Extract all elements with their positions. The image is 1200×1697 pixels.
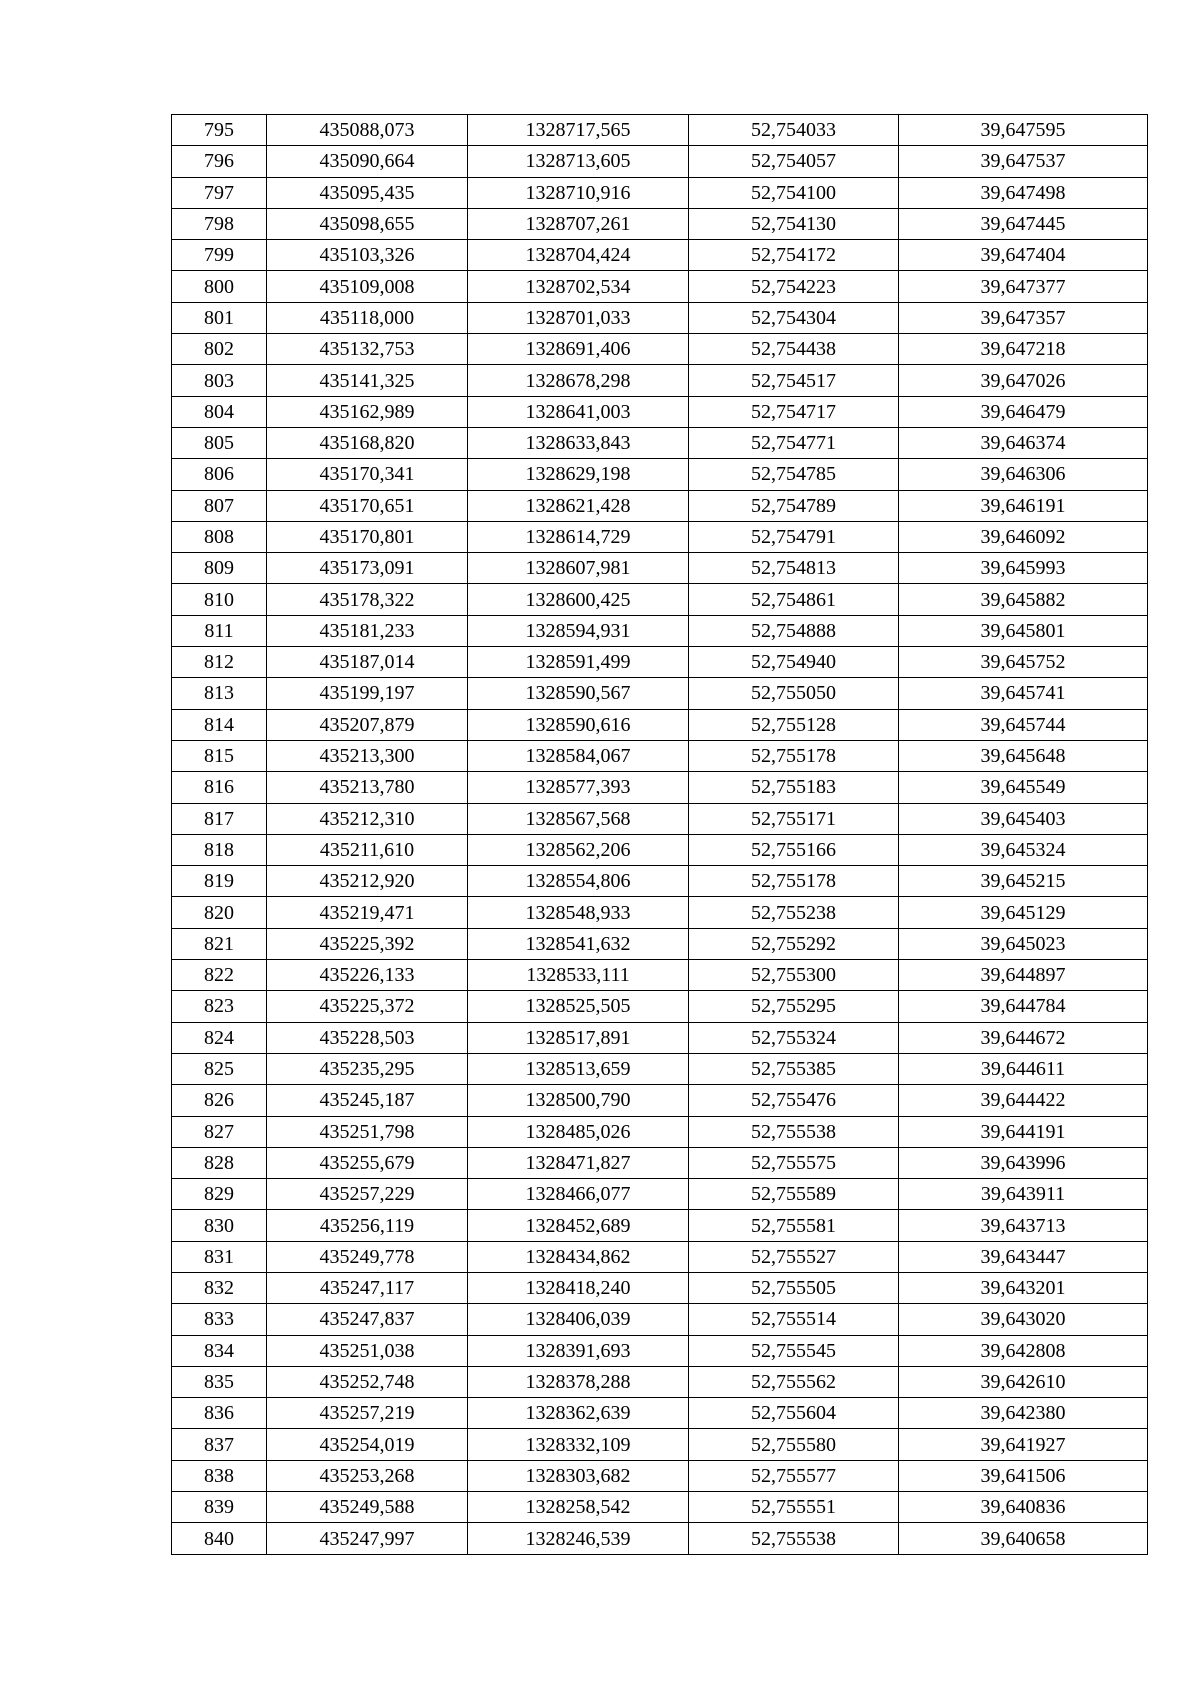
table-row — [172, 960, 1148, 991]
table-row — [172, 1398, 1148, 1429]
latitude-cell: 52,755171 — [689, 803, 899, 834]
y-coordinate-cell: 1328577,393 — [468, 772, 689, 803]
y-coordinate-cell: 1328517,891 — [468, 1022, 689, 1053]
x-coordinate-cell: 435247,117 — [267, 1272, 468, 1303]
point-number-cell: 825 — [172, 1053, 267, 1084]
y-coordinate-cell: 1328704,424 — [468, 240, 689, 271]
y-coordinate-cell: 1328303,682 — [468, 1460, 689, 1491]
point-number-cell: 824 — [172, 1022, 267, 1053]
latitude-cell: 52,755166 — [689, 834, 899, 865]
x-coordinate-cell: 435252,748 — [267, 1366, 468, 1397]
longitude-cell: 39,646191 — [899, 490, 1148, 521]
latitude-cell: 52,755050 — [689, 678, 899, 709]
point-number-cell: 834 — [172, 1335, 267, 1366]
y-coordinate-cell: 1328567,568 — [468, 803, 689, 834]
latitude-cell: 52,755178 — [689, 740, 899, 771]
longitude-cell: 39,641927 — [899, 1429, 1148, 1460]
y-coordinate-cell: 1328362,639 — [468, 1398, 689, 1429]
x-coordinate-cell: 435255,679 — [267, 1147, 468, 1178]
longitude-cell: 39,645744 — [899, 709, 1148, 740]
point-number-cell: 803 — [172, 365, 267, 396]
table-row — [172, 490, 1148, 521]
point-number-cell: 799 — [172, 240, 267, 271]
point-number-cell: 820 — [172, 897, 267, 928]
longitude-cell: 39,644672 — [899, 1022, 1148, 1053]
longitude-cell: 39,645882 — [899, 584, 1148, 615]
y-coordinate-cell: 1328717,565 — [468, 115, 689, 146]
point-number-cell: 819 — [172, 866, 267, 897]
latitude-cell: 52,755238 — [689, 897, 899, 928]
latitude-cell: 52,755551 — [689, 1492, 899, 1523]
table-row — [172, 991, 1148, 1022]
y-coordinate-cell: 1328500,790 — [468, 1085, 689, 1116]
point-number-cell: 807 — [172, 490, 267, 521]
x-coordinate-cell: 435253,268 — [267, 1460, 468, 1491]
table-row — [172, 146, 1148, 177]
y-coordinate-cell: 1328591,499 — [468, 647, 689, 678]
latitude-cell: 52,754813 — [689, 553, 899, 584]
point-number-cell: 809 — [172, 553, 267, 584]
longitude-cell: 39,645215 — [899, 866, 1148, 897]
latitude-cell: 52,755292 — [689, 928, 899, 959]
latitude-cell: 52,754791 — [689, 521, 899, 552]
latitude-cell: 52,755581 — [689, 1210, 899, 1241]
point-number-cell: 840 — [172, 1523, 267, 1554]
table-row — [172, 1366, 1148, 1397]
latitude-cell: 52,755385 — [689, 1053, 899, 1084]
table-row — [172, 928, 1148, 959]
table-row — [172, 1272, 1148, 1303]
point-number-cell: 812 — [172, 647, 267, 678]
y-coordinate-cell: 1328702,534 — [468, 271, 689, 302]
y-coordinate-cell: 1328590,616 — [468, 709, 689, 740]
table-row — [172, 803, 1148, 834]
longitude-cell: 39,647498 — [899, 177, 1148, 208]
longitude-cell: 39,643447 — [899, 1241, 1148, 1272]
longitude-cell: 39,644784 — [899, 991, 1148, 1022]
point-number-cell: 806 — [172, 459, 267, 490]
longitude-cell: 39,645403 — [899, 803, 1148, 834]
longitude-cell: 39,646374 — [899, 427, 1148, 458]
x-coordinate-cell: 435095,435 — [267, 177, 468, 208]
longitude-cell: 39,643713 — [899, 1210, 1148, 1241]
latitude-cell: 52,755295 — [689, 991, 899, 1022]
x-coordinate-cell: 435247,837 — [267, 1304, 468, 1335]
longitude-cell: 39,645993 — [899, 553, 1148, 584]
latitude-cell: 52,755562 — [689, 1366, 899, 1397]
table-row — [172, 459, 1148, 490]
point-number-cell: 801 — [172, 302, 267, 333]
y-coordinate-cell: 1328246,539 — [468, 1523, 689, 1554]
table-row — [172, 1335, 1148, 1366]
y-coordinate-cell: 1328406,039 — [468, 1304, 689, 1335]
point-number-cell: 802 — [172, 334, 267, 365]
latitude-cell: 52,754304 — [689, 302, 899, 333]
y-coordinate-cell: 1328485,026 — [468, 1116, 689, 1147]
point-number-cell: 798 — [172, 208, 267, 239]
table-row — [172, 1460, 1148, 1491]
point-number-cell: 800 — [172, 271, 267, 302]
x-coordinate-cell: 435132,753 — [267, 334, 468, 365]
point-number-cell: 814 — [172, 709, 267, 740]
table-row — [172, 521, 1148, 552]
point-number-cell: 813 — [172, 678, 267, 709]
point-number-cell: 839 — [172, 1492, 267, 1523]
table-row — [172, 1085, 1148, 1116]
x-coordinate-cell: 435211,610 — [267, 834, 468, 865]
latitude-cell: 52,755300 — [689, 960, 899, 991]
y-coordinate-cell: 1328391,693 — [468, 1335, 689, 1366]
longitude-cell: 39,647537 — [899, 146, 1148, 177]
y-coordinate-cell: 1328594,931 — [468, 615, 689, 646]
latitude-cell: 52,754172 — [689, 240, 899, 271]
x-coordinate-cell: 435219,471 — [267, 897, 468, 928]
latitude-cell: 52,755178 — [689, 866, 899, 897]
x-coordinate-cell: 435207,879 — [267, 709, 468, 740]
longitude-cell: 39,645023 — [899, 928, 1148, 959]
latitude-cell: 52,755604 — [689, 1398, 899, 1429]
y-coordinate-cell: 1328332,109 — [468, 1429, 689, 1460]
y-coordinate-cell: 1328533,111 — [468, 960, 689, 991]
x-coordinate-cell: 435228,503 — [267, 1022, 468, 1053]
x-coordinate-cell: 435245,187 — [267, 1085, 468, 1116]
table-row — [172, 897, 1148, 928]
point-number-cell: 816 — [172, 772, 267, 803]
point-number-cell: 823 — [172, 991, 267, 1022]
x-coordinate-cell: 435225,392 — [267, 928, 468, 959]
point-number-cell: 830 — [172, 1210, 267, 1241]
x-coordinate-cell: 435257,229 — [267, 1179, 468, 1210]
x-coordinate-cell: 435109,008 — [267, 271, 468, 302]
point-number-cell: 804 — [172, 396, 267, 427]
longitude-cell: 39,642808 — [899, 1335, 1148, 1366]
y-coordinate-cell: 1328678,298 — [468, 365, 689, 396]
y-coordinate-cell: 1328607,981 — [468, 553, 689, 584]
longitude-cell: 39,644422 — [899, 1085, 1148, 1116]
longitude-cell: 39,647404 — [899, 240, 1148, 271]
x-coordinate-cell: 435181,233 — [267, 615, 468, 646]
point-number-cell: 831 — [172, 1241, 267, 1272]
x-coordinate-cell: 435098,655 — [267, 208, 468, 239]
y-coordinate-cell: 1328562,206 — [468, 834, 689, 865]
y-coordinate-cell: 1328600,425 — [468, 584, 689, 615]
table-row — [172, 115, 1148, 146]
y-coordinate-cell: 1328554,806 — [468, 866, 689, 897]
x-coordinate-cell: 435251,038 — [267, 1335, 468, 1366]
longitude-cell: 39,644611 — [899, 1053, 1148, 1084]
longitude-cell: 39,647377 — [899, 271, 1148, 302]
longitude-cell: 39,645752 — [899, 647, 1148, 678]
x-coordinate-cell: 435254,019 — [267, 1429, 468, 1460]
x-coordinate-cell: 435088,073 — [267, 115, 468, 146]
table-row — [172, 647, 1148, 678]
latitude-cell: 52,755476 — [689, 1085, 899, 1116]
point-number-cell: 796 — [172, 146, 267, 177]
table-row — [172, 208, 1148, 239]
longitude-cell: 39,645324 — [899, 834, 1148, 865]
table-row — [172, 866, 1148, 897]
x-coordinate-cell: 435170,651 — [267, 490, 468, 521]
latitude-cell: 52,754940 — [689, 647, 899, 678]
latitude-cell: 52,754785 — [689, 459, 899, 490]
latitude-cell: 52,755514 — [689, 1304, 899, 1335]
point-number-cell: 835 — [172, 1366, 267, 1397]
table-row — [172, 365, 1148, 396]
longitude-cell: 39,640836 — [899, 1492, 1148, 1523]
longitude-cell: 39,647595 — [899, 115, 1148, 146]
point-number-cell: 795 — [172, 115, 267, 146]
y-coordinate-cell: 1328710,916 — [468, 177, 689, 208]
table-row — [172, 1429, 1148, 1460]
latitude-cell: 52,754888 — [689, 615, 899, 646]
point-number-cell: 822 — [172, 960, 267, 991]
longitude-cell: 39,640658 — [899, 1523, 1148, 1554]
longitude-cell: 39,647218 — [899, 334, 1148, 365]
y-coordinate-cell: 1328378,288 — [468, 1366, 689, 1397]
point-number-cell: 828 — [172, 1147, 267, 1178]
x-coordinate-cell: 435212,310 — [267, 803, 468, 834]
longitude-cell: 39,646092 — [899, 521, 1148, 552]
point-number-cell: 808 — [172, 521, 267, 552]
table-row — [172, 427, 1148, 458]
x-coordinate-cell: 435173,091 — [267, 553, 468, 584]
y-coordinate-cell: 1328641,003 — [468, 396, 689, 427]
x-coordinate-cell: 435141,325 — [267, 365, 468, 396]
x-coordinate-cell: 435225,372 — [267, 991, 468, 1022]
latitude-cell: 52,755128 — [689, 709, 899, 740]
point-number-cell: 832 — [172, 1272, 267, 1303]
y-coordinate-cell: 1328713,605 — [468, 146, 689, 177]
longitude-cell: 39,642380 — [899, 1398, 1148, 1429]
point-number-cell: 815 — [172, 740, 267, 771]
table-row — [172, 177, 1148, 208]
x-coordinate-cell: 435187,014 — [267, 647, 468, 678]
point-number-cell: 805 — [172, 427, 267, 458]
y-coordinate-cell: 1328629,198 — [468, 459, 689, 490]
point-number-cell: 837 — [172, 1429, 267, 1460]
y-coordinate-cell: 1328584,067 — [468, 740, 689, 771]
latitude-cell: 52,755527 — [689, 1241, 899, 1272]
latitude-cell: 52,754789 — [689, 490, 899, 521]
x-coordinate-cell: 435170,341 — [267, 459, 468, 490]
y-coordinate-cell: 1328707,261 — [468, 208, 689, 239]
table-row — [172, 1523, 1148, 1554]
table-row — [172, 1053, 1148, 1084]
x-coordinate-cell: 435247,997 — [267, 1523, 468, 1554]
y-coordinate-cell: 1328466,077 — [468, 1179, 689, 1210]
x-coordinate-cell: 435249,588 — [267, 1492, 468, 1523]
latitude-cell: 52,755505 — [689, 1272, 899, 1303]
table-row — [172, 1179, 1148, 1210]
y-coordinate-cell: 1328525,505 — [468, 991, 689, 1022]
latitude-cell: 52,755538 — [689, 1116, 899, 1147]
longitude-cell: 39,643201 — [899, 1272, 1148, 1303]
table-row — [172, 709, 1148, 740]
point-number-cell: 836 — [172, 1398, 267, 1429]
point-number-cell: 833 — [172, 1304, 267, 1335]
latitude-cell: 52,754861 — [689, 584, 899, 615]
latitude-cell: 52,754438 — [689, 334, 899, 365]
latitude-cell: 52,755575 — [689, 1147, 899, 1178]
table-row — [172, 1492, 1148, 1523]
latitude-cell: 52,755577 — [689, 1460, 899, 1491]
y-coordinate-cell: 1328471,827 — [468, 1147, 689, 1178]
y-coordinate-cell: 1328691,406 — [468, 334, 689, 365]
table-row — [172, 1116, 1148, 1147]
latitude-cell: 52,755538 — [689, 1523, 899, 1554]
latitude-cell: 52,755580 — [689, 1429, 899, 1460]
point-number-cell: 811 — [172, 615, 267, 646]
table-row — [172, 334, 1148, 365]
x-coordinate-cell: 435170,801 — [267, 521, 468, 552]
x-coordinate-cell: 435249,778 — [267, 1241, 468, 1272]
longitude-cell: 39,644191 — [899, 1116, 1148, 1147]
x-coordinate-cell: 435256,119 — [267, 1210, 468, 1241]
coordinates-table — [171, 114, 1148, 1555]
longitude-cell: 39,647357 — [899, 302, 1148, 333]
longitude-cell: 39,646306 — [899, 459, 1148, 490]
latitude-cell: 52,755183 — [689, 772, 899, 803]
y-coordinate-cell: 1328548,933 — [468, 897, 689, 928]
y-coordinate-cell: 1328258,542 — [468, 1492, 689, 1523]
latitude-cell: 52,754033 — [689, 115, 899, 146]
longitude-cell: 39,647026 — [899, 365, 1148, 396]
longitude-cell: 39,645801 — [899, 615, 1148, 646]
latitude-cell: 52,754517 — [689, 365, 899, 396]
y-coordinate-cell: 1328633,843 — [468, 427, 689, 458]
longitude-cell: 39,643996 — [899, 1147, 1148, 1178]
point-number-cell: 829 — [172, 1179, 267, 1210]
longitude-cell: 39,645741 — [899, 678, 1148, 709]
latitude-cell: 52,754223 — [689, 271, 899, 302]
y-coordinate-cell: 1328614,729 — [468, 521, 689, 552]
point-number-cell: 838 — [172, 1460, 267, 1491]
longitude-cell: 39,645129 — [899, 897, 1148, 928]
y-coordinate-cell: 1328590,567 — [468, 678, 689, 709]
y-coordinate-cell: 1328452,689 — [468, 1210, 689, 1241]
table-row — [172, 1304, 1148, 1335]
longitude-cell: 39,642610 — [899, 1366, 1148, 1397]
longitude-cell: 39,641506 — [899, 1460, 1148, 1491]
x-coordinate-cell: 435257,219 — [267, 1398, 468, 1429]
table-row — [172, 615, 1148, 646]
point-number-cell: 810 — [172, 584, 267, 615]
latitude-cell: 52,754057 — [689, 146, 899, 177]
table-row — [172, 1241, 1148, 1272]
longitude-cell: 39,643911 — [899, 1179, 1148, 1210]
x-coordinate-cell: 435213,300 — [267, 740, 468, 771]
latitude-cell: 52,755324 — [689, 1022, 899, 1053]
table-row — [172, 271, 1148, 302]
x-coordinate-cell: 435103,326 — [267, 240, 468, 271]
table-row — [172, 302, 1148, 333]
point-number-cell: 818 — [172, 834, 267, 865]
point-number-cell: 821 — [172, 928, 267, 959]
point-number-cell: 827 — [172, 1116, 267, 1147]
table-row — [172, 240, 1148, 271]
table-row — [172, 834, 1148, 865]
point-number-cell: 797 — [172, 177, 267, 208]
table-row — [172, 396, 1148, 427]
point-number-cell: 817 — [172, 803, 267, 834]
latitude-cell: 52,754717 — [689, 396, 899, 427]
latitude-cell: 52,754130 — [689, 208, 899, 239]
longitude-cell: 39,646479 — [899, 396, 1148, 427]
x-coordinate-cell: 435213,780 — [267, 772, 468, 803]
y-coordinate-cell: 1328541,632 — [468, 928, 689, 959]
y-coordinate-cell: 1328513,659 — [468, 1053, 689, 1084]
table-row — [172, 1210, 1148, 1241]
y-coordinate-cell: 1328701,033 — [468, 302, 689, 333]
x-coordinate-cell: 435178,322 — [267, 584, 468, 615]
table-row — [172, 553, 1148, 584]
x-coordinate-cell: 435212,920 — [267, 866, 468, 897]
x-coordinate-cell: 435251,798 — [267, 1116, 468, 1147]
y-coordinate-cell: 1328434,862 — [468, 1241, 689, 1272]
x-coordinate-cell: 435118,000 — [267, 302, 468, 333]
longitude-cell: 39,645648 — [899, 740, 1148, 771]
x-coordinate-cell: 435226,133 — [267, 960, 468, 991]
y-coordinate-cell: 1328418,240 — [468, 1272, 689, 1303]
longitude-cell: 39,645549 — [899, 772, 1148, 803]
latitude-cell: 52,755545 — [689, 1335, 899, 1366]
longitude-cell: 39,643020 — [899, 1304, 1148, 1335]
longitude-cell: 39,644897 — [899, 960, 1148, 991]
latitude-cell: 52,755589 — [689, 1179, 899, 1210]
latitude-cell: 52,754771 — [689, 427, 899, 458]
table-row — [172, 584, 1148, 615]
x-coordinate-cell: 435090,664 — [267, 146, 468, 177]
table-row — [172, 772, 1148, 803]
x-coordinate-cell: 435199,197 — [267, 678, 468, 709]
x-coordinate-cell: 435235,295 — [267, 1053, 468, 1084]
x-coordinate-cell: 435168,820 — [267, 427, 468, 458]
x-coordinate-cell: 435162,989 — [267, 396, 468, 427]
table-row — [172, 740, 1148, 771]
y-coordinate-cell: 1328621,428 — [468, 490, 689, 521]
table-row — [172, 1022, 1148, 1053]
longitude-cell: 39,647445 — [899, 208, 1148, 239]
latitude-cell: 52,754100 — [689, 177, 899, 208]
table-row — [172, 678, 1148, 709]
point-number-cell: 826 — [172, 1085, 267, 1116]
table-row — [172, 1147, 1148, 1178]
coordinates-table-body — [172, 115, 1148, 1555]
